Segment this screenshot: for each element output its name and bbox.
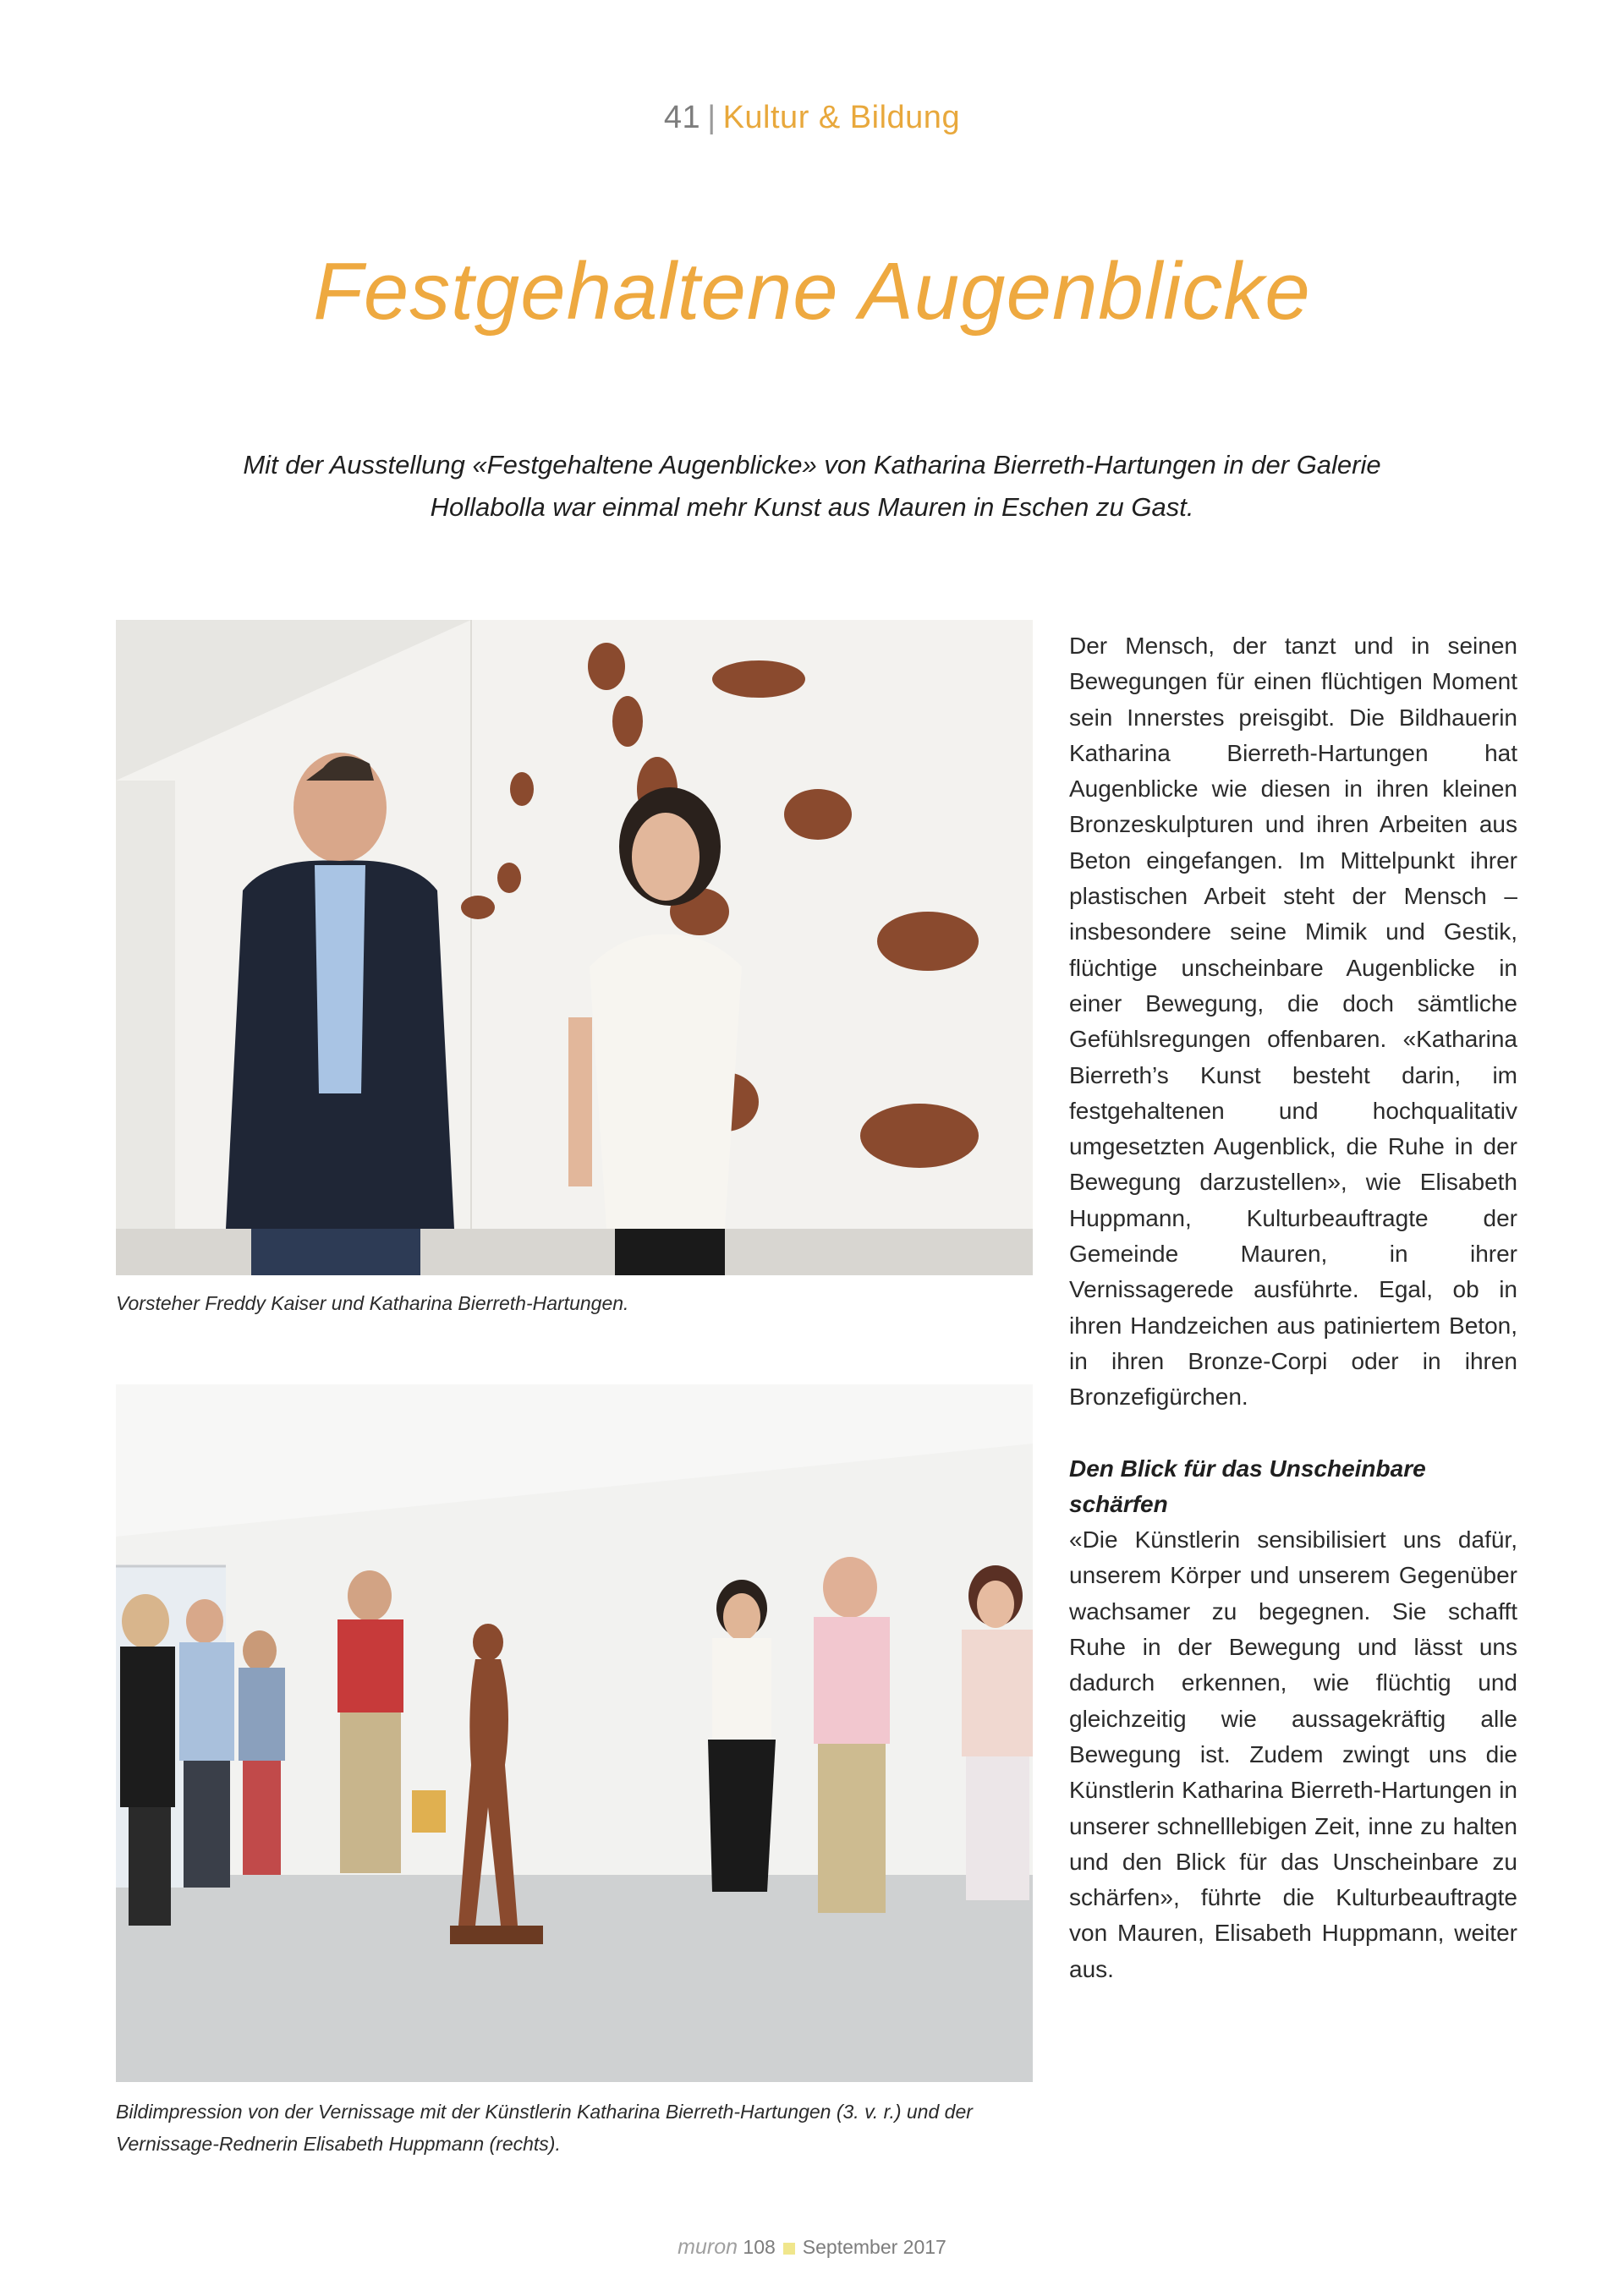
issue-number: 108 <box>743 2236 776 2258</box>
body-paragraph-1: Der Mensch, der tanzt und in seinen Bewegungen für einen flüchtigen Moment sein Innerstes preisgibt. Die Bildhauerin Katharina Bierreth-Hartungen hat Augenblicke wie diesen in ihren kleinen Bronzeskulpturen und ihren Arbeiten aus Beton eingefangen. Im Mittelpunkt ihrer plastischen Arbeit steht der Mensch – insbesondere seine Mimik und Gestik, flüchtige unscheinbare Augenblicke in einer Bewegung, die doch sämtliche Gefühlsregungen offenbaren. «Katharina Bierreth’s Kunst besteht darin, im festgehaltenen und hochqualitativ umgesetzten Augenblick, die Ruhe in der Bewegung darzustellen», wie Elisabeth Huppmann, Kulturbeauftragte der Gemeinde Mauren, in ihrer Vernissagerede ausführte. Egal, ob in ihren Handzeichen aus patiniertem Beton, in ihren Bronze-Corpi oder in ihren Bronzefigürchen. <box>1069 633 1517 1411</box>
article-lead: Mit der Ausstellung «Festgehaltene Augenblicke» von Katharina Bierreth-Hartungen in der Galerie Hollabolla war einmal mehr Kunst aus Mauren in Eschen zu Gast. <box>243 450 1381 522</box>
photo-caption-1: Vorsteher Freddy Kaiser und Katharina Bierreth-Hartungen. <box>116 1292 629 1314</box>
page-number: 41 <box>663 100 701 135</box>
body-paragraph-2: «Die Künstlerin sensibilisiert uns dafür, unserem Körper und unserem Gegenüber wachsamer zu begegnen. Sie schafft Ruhe in der Bewegung und lässt uns dadurch erkennen, wie flüchtig und gleichzeitig wie aussagekräftig alle Bewegung ist. Zudem zwingt uns die Künstlerin Katharina Bierreth-Hartungen in unserer schnelllebigen Zeit, inne zu halten und den Blick für das Unscheinbare zu schärfen», führte die Kulturbeauftragte von Mauren, Elisabeth Huppmann, weiter aus. <box>1069 1526 1517 1982</box>
photo-caption-2: Bildimpression von der Vernissage mit der Künstlerin Katharina Bierreth-Hartungen (3. v. r.) und der Vernissage-Rednerin Elisabeth Huppmann (rechts). <box>116 2101 973 2155</box>
article-body <box>1069 628 1517 1987</box>
magazine-name: muron <box>678 2235 738 2259</box>
article-subheading: Den Blick für das Unscheinbare schärfen <box>1069 1455 1426 1517</box>
photo-vernissage-group <box>116 1384 1033 2082</box>
section-name: Kultur & Bildung <box>722 100 961 135</box>
header-separator: | <box>707 100 716 135</box>
page-header <box>0 100 1624 136</box>
page-footer <box>0 2235 1624 2260</box>
issue-date: September 2017 <box>802 2236 946 2258</box>
photo-artist-and-mayor <box>116 620 1033 1275</box>
footer-square-icon <box>783 2243 795 2255</box>
article-title: Festgehaltene Augenblicke <box>313 246 1311 337</box>
